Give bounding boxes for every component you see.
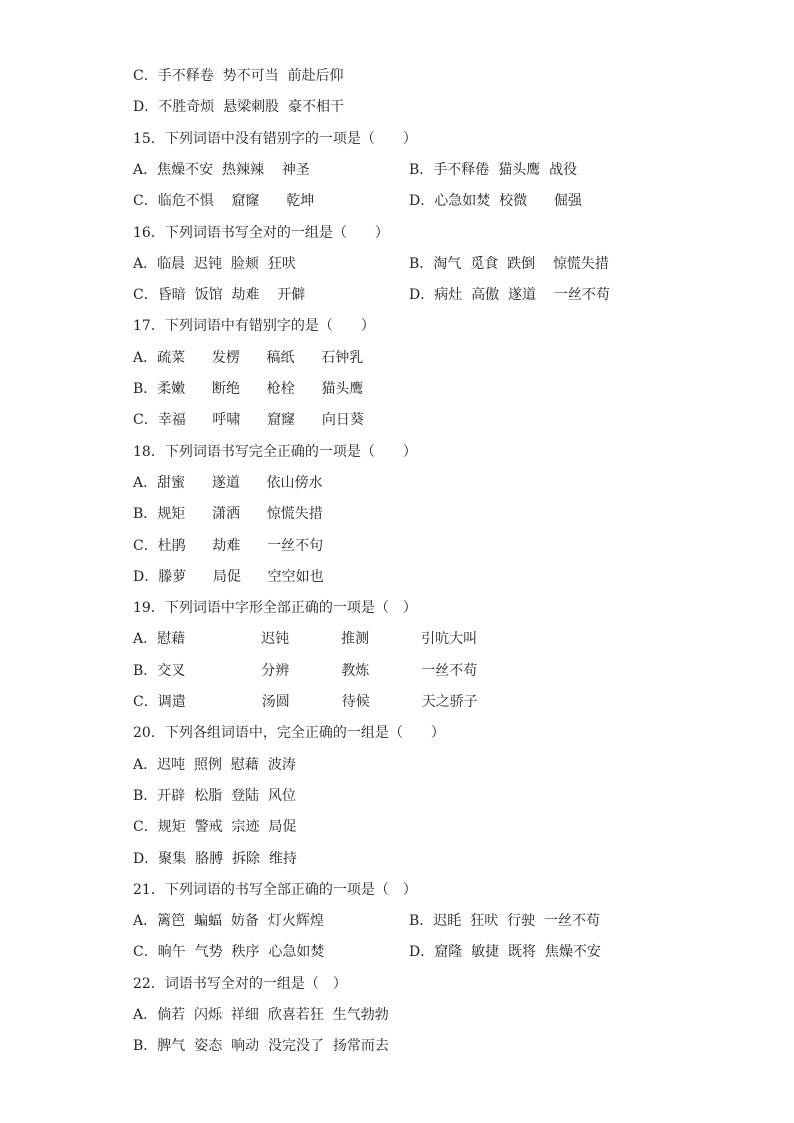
text-line [133,536,323,556]
item-text: 下列词语书写完全正确的一项是（ ） [164,444,417,460]
item-label: 16． [133,225,165,241]
text-line [133,880,417,900]
item-text: 脾气 姿态 响动 没完没了 扬常而去 [157,1038,389,1054]
text-line [133,849,297,869]
text-line-col2 [409,942,601,962]
item-label: B． [409,256,434,272]
item-text: 疏菜 发楞 稿纸 石钟乳 [157,350,364,366]
item-label: 19． [133,600,165,616]
item-label: C． [133,412,158,428]
text-line [133,1005,389,1025]
text-line [133,442,417,462]
item-text: 临危不惧 窟窿 乾坤 [157,193,315,209]
item-text: 下列词语中字形全部正确的一项是（ ） [164,600,417,616]
item-label: D． [133,99,159,115]
option-word: 推测 [341,631,370,647]
text-line [133,348,363,368]
item-text: 心急如焚 校微 倔强 [434,193,582,209]
text-line [133,567,324,587]
item-text: 下列词语中有错别字的是（ ） [164,318,375,334]
text-line [133,1036,389,1056]
item-text: 篱笆 蝙蝠 妨备 灯火辉煌 [157,913,324,929]
text-line-col2 [409,285,610,305]
item-text: 不胜奇烦 悬梁刺股 豪不相干 [158,99,345,115]
text-line [133,755,296,775]
option-word: 慰藉 [157,631,186,647]
item-label: 18． [133,444,165,460]
item-text: 窟隆 敏捷 既将 焦燥不安 [434,944,601,960]
item-text: 下列词语书写全对的一组是（ ） [164,225,389,241]
item-text: 倘若 闪烁 祥细 欣喜若狂 生气勃勃 [157,1007,389,1023]
item-label: A． [133,913,158,929]
text-line-col2 [409,254,609,274]
text-line [133,191,314,211]
item-label: B． [409,162,434,178]
item-text: 幸福 呼啸 窟窿 向日葵 [157,412,364,428]
text-line [133,410,364,430]
item-label: C． [133,193,158,209]
item-label: C． [133,538,158,554]
item-label: B． [133,381,158,397]
text-line [133,379,363,399]
text-line [133,974,347,994]
item-label: C． [133,694,158,710]
item-label: D． [133,569,159,585]
text-line [133,254,296,274]
text-line-col2 [409,160,577,180]
item-label: 21． [133,882,165,898]
item-label: D． [409,193,435,209]
text-line-col2 [409,191,582,211]
text-line [133,66,344,86]
item-label: C． [133,68,158,84]
text-line [133,786,296,806]
item-label: D． [133,851,159,867]
item-label: B． [133,663,158,679]
item-label: A． [133,256,158,272]
item-text: 迟吨 照例 慰藉 波涛 [157,757,296,773]
item-text: 柔嫩 断绝 枪栓 猫头鹰 [157,381,364,397]
option-word: 迟钝 [261,631,290,647]
text-line [133,661,497,681]
option-word: 汤圆 [261,694,290,710]
text-line [133,97,344,117]
text-line [133,598,417,618]
item-label: C． [133,819,158,835]
item-label: D． [409,287,435,303]
item-text: 滕萝 局促 空空如也 [158,569,324,585]
item-text: 晌午 气势 秩序 心急如焚 [157,944,325,960]
option-word: 交叉 [157,663,186,679]
item-text: 焦燥不安 热辣辣 神圣 [157,162,310,178]
item-label: 17． [133,318,165,334]
text-line [133,285,305,305]
item-text: 病灶 高傲 遂道 一丝不苟 [434,287,610,303]
text-line [133,911,324,931]
text-line [133,629,497,649]
item-text: 下列词语中没有错别字的一项是（ ） [164,131,417,147]
option-word: 待候 [341,694,370,710]
item-text: 手不释倦 猫头鹰 战役 [433,162,578,178]
item-text: 临晨 迟钝 脸颊 狂吠 [157,256,296,272]
option-word: 一丝不苟 [421,663,478,679]
item-label: A． [133,162,158,178]
item-text: 下列各组词语中，完全正确的一组是（ ） [164,725,445,741]
text-line-col2 [409,911,600,931]
item-label: A． [133,631,158,647]
item-label: C． [133,944,158,960]
item-label: B． [409,913,434,929]
item-text: 杜鹃 劫难 一丝不句 [157,538,324,554]
option-word: 引吭大叫 [421,631,478,647]
item-label: A． [133,1007,158,1023]
item-label: 22． [133,976,165,992]
item-text: 聚集 胳膊 拆除 维持 [158,851,297,867]
item-label: A． [133,757,158,773]
text-line [133,942,324,962]
item-label: B． [133,1038,158,1054]
item-label: A． [133,350,158,366]
text-line [133,316,375,336]
option-word: 调遣 [157,694,186,710]
item-text: 下列词语的书写全部正确的一项是（ ） [164,882,417,898]
item-label: B． [133,788,158,804]
item-text: 规矩 警戒 宗迹 局促 [157,819,297,835]
option-word: 分辨 [261,663,290,679]
item-text: 淘气 觅食 跌倒 惊慌失措 [433,256,609,272]
text-line [133,473,323,493]
item-text: 规矩 潇洒 惊慌失措 [157,506,323,522]
text-line [133,160,310,180]
item-label: A． [133,475,158,491]
item-label: 15． [133,131,165,147]
item-text: 开辟 松脂 登陆 风位 [157,788,296,804]
text-line [133,817,296,837]
text-line [133,223,389,243]
item-text: 昏暗 饭馆 劫难 开僻 [157,287,306,303]
text-line [133,692,498,712]
item-text: 手不释卷 势不可当 前赴后仰 [157,68,344,84]
item-label: 20． [133,725,165,741]
item-label: C． [133,287,158,303]
option-word: 教炼 [341,663,370,679]
item-text: 甜蜜 遂道 依山傍水 [157,475,323,491]
text-line [133,504,323,524]
text-line [133,723,445,743]
item-text: 词语书写全对的一组是（ ） [164,976,347,992]
item-label: D． [409,944,435,960]
item-text: 迟眊 狂吠 行驶 一丝不苟 [433,913,600,929]
text-line [133,129,417,149]
option-word: 天之骄子 [421,694,478,710]
item-label: B． [133,506,158,522]
